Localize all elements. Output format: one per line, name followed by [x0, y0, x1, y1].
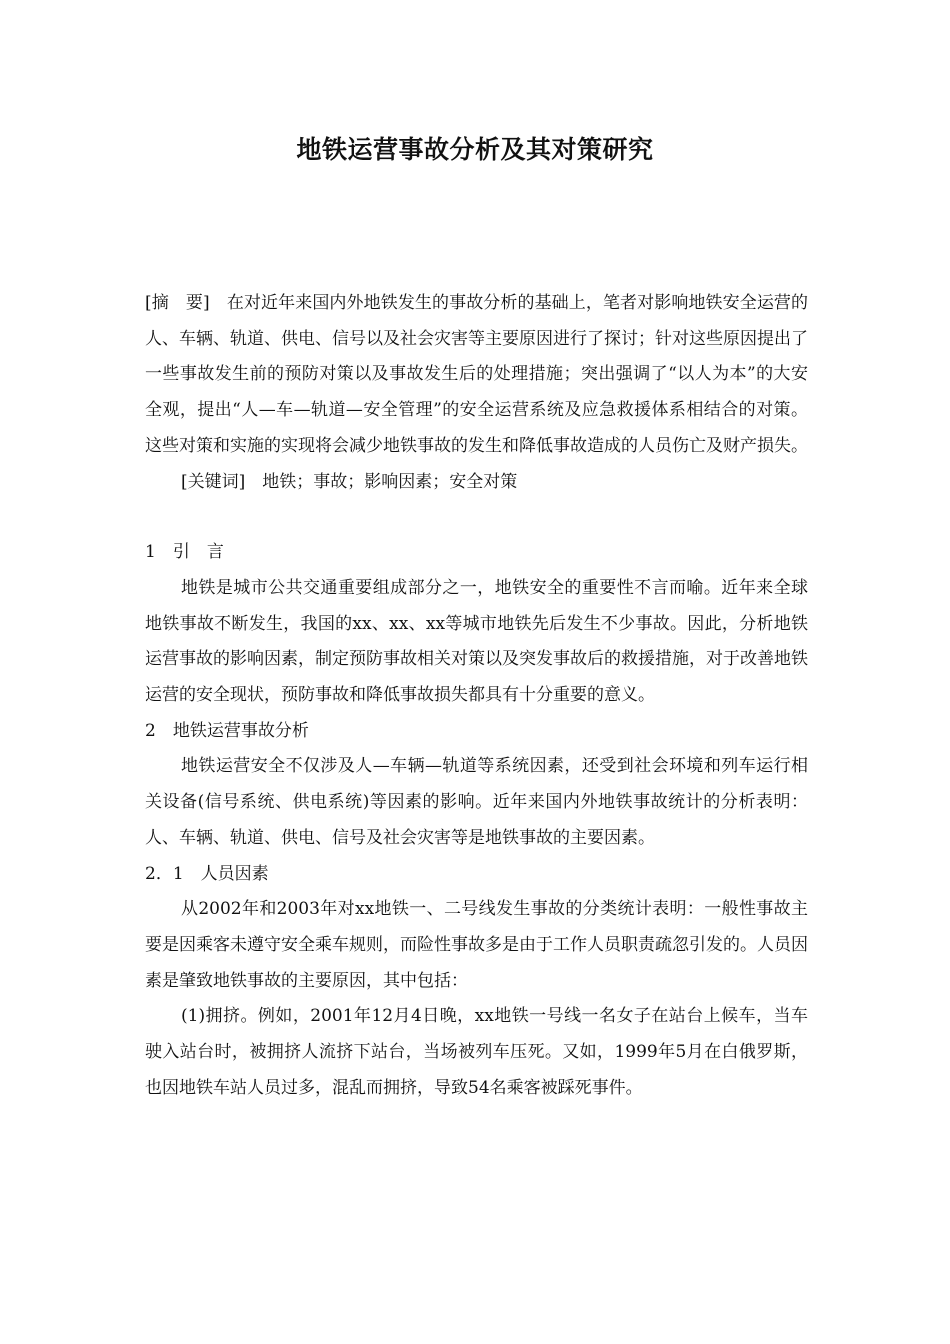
- section-2-paragraph: 地铁运营安全不仅涉及人—车辆—轨道等系统因素，还受到社会环境和列车运行相关设备(信号系统、供电系统)等因素的影响。近年来国内外地铁事故统计的分析表明：人、车辆、轨道、供电、信号及社会灾害等是地铁事故的主要因素。: [145, 756, 808, 848]
- section-1-paragraph: 地铁是城市公共交通重要组成部分之一，地铁安全的重要性不言而喻。近年来全球地铁事故不断发生，我国的xx、xx、xx等城市地铁先后发生不少事故。因此，分析地铁运营事故的影响因素，制定预防事故相关对策以及突发事故后的救援措施，对于改善地铁运营的安全现状，预防事故和降低事故损失都具有十分重要的意义。: [145, 577, 808, 706]
- section-spacer: [145, 500, 808, 535]
- abstract-paragraph: [145, 286, 808, 465]
- paper-title: 地铁运营事故分析及其对策研究: [296, 135, 654, 164]
- paper-body: [145, 286, 808, 1106]
- section-2-1-paragraph-1: 从2002年和2003年对xx地铁一、二号线发生事故的分类统计表明：一般性事故主要是因乘客未遵守安全乘车规则，而险性事故多是由于工作人员职责疏忽引发的。人员因素是肇致地铁事故的主要原因，其中包括：: [145, 899, 808, 991]
- keywords-label: [关键词]: [181, 471, 246, 492]
- keywords-text: 地铁；事故；影响因素；安全对策: [262, 471, 518, 492]
- section-heading-2-1: 2．1 人员因素: [145, 863, 269, 884]
- abstract-label: [摘 要]: [145, 293, 210, 313]
- section-heading-2: 2 地铁运营事故分析: [145, 720, 309, 741]
- section-2-1-paragraph-2: (1)拥挤。例如，2001年12月4日晚，xx地铁一号线一名女子在站台上候车，当车驶入站台时，被拥挤人流挤下站台，当场被列车压死。又如，1999年5月在白俄罗斯，也因地铁车站人员过多，混乱而拥挤，导致54名乘客被踩死事件。: [145, 1006, 808, 1098]
- section-heading-1: 1 引 言: [145, 542, 224, 563]
- abstract-text: 在对近年来国内外地铁发生的事故分析的基础上，笔者对影响地铁安全运营的人、车辆、轨道、供电、信号以及社会灾害等主要原因进行了探讨；针对这些原因提出了一些事故发生前的预防对策以及事故发生后的处理措施；突出强调了“以人为本”的大安全观，提出“人—车—轨道—安全管理”的安全运营系统及应急救援体系相结合的对策。这些对策和实施的实现将会减少地铁事故的发生和降低事故造成的人员伤亡及财产损失。: [145, 293, 809, 456]
- keywords-paragraph: [145, 465, 808, 501]
